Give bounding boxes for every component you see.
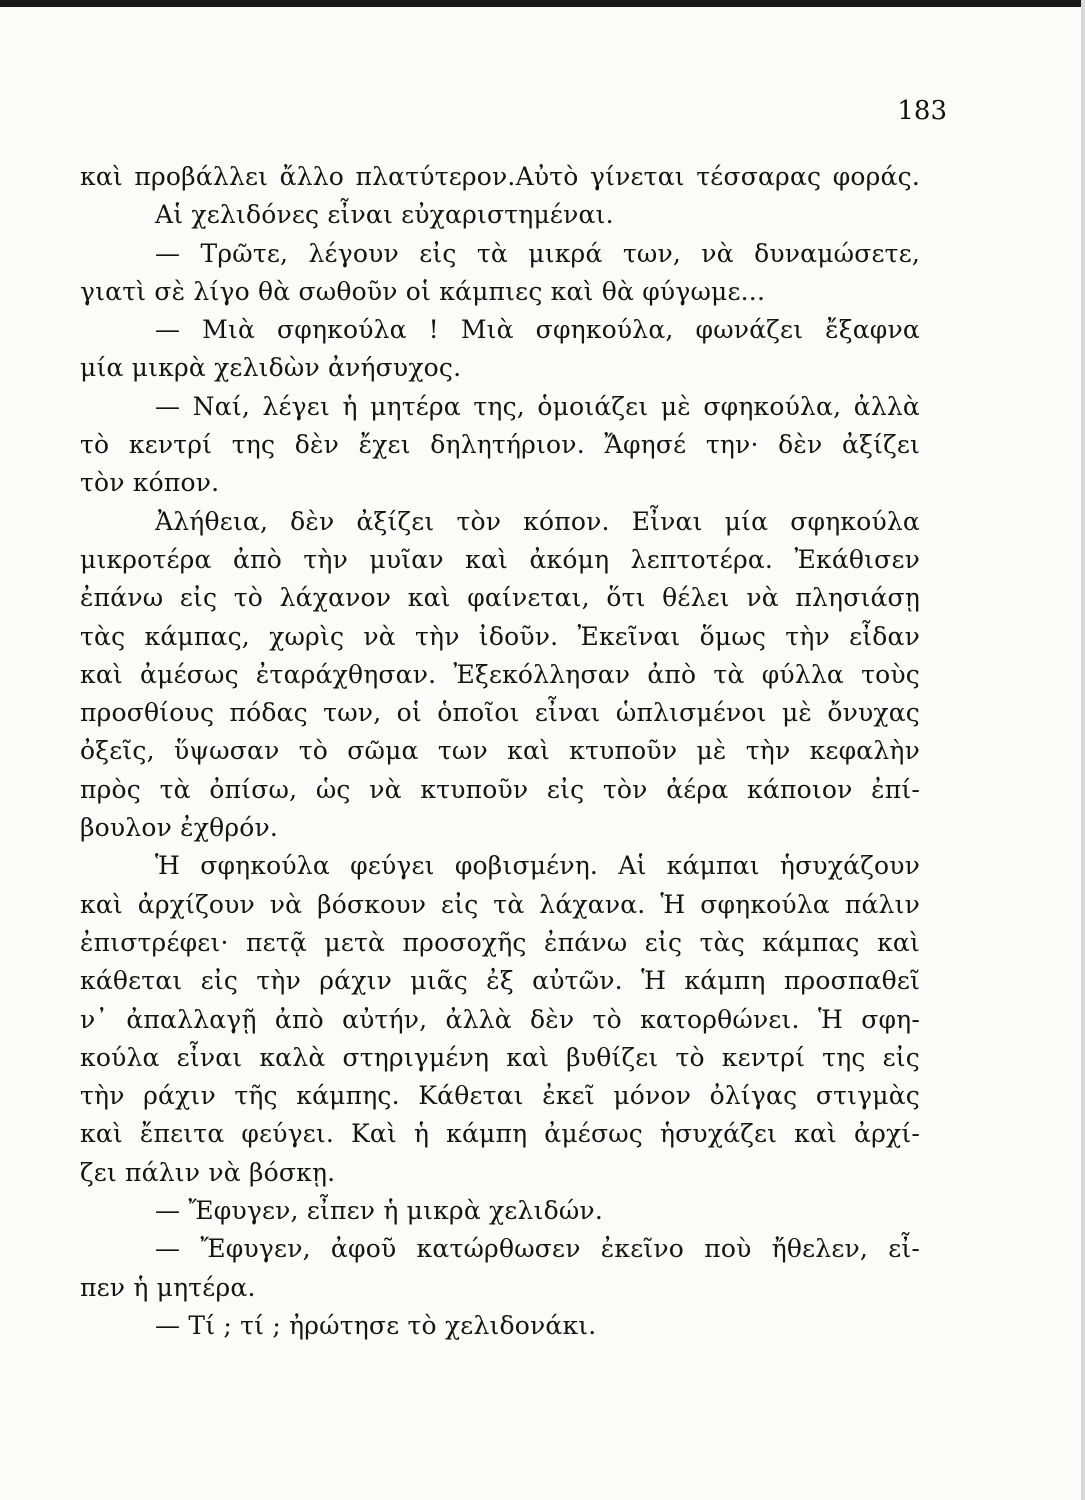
text-line: κούλα εἶναι καλὰ στηριγμένη καὶ βυθίζει τὸ κεντρί της εἰς bbox=[80, 1042, 920, 1072]
text-line: — Ἔφυγεν, εἶπεν ἡ μικρὰ χελιδών. bbox=[155, 1196, 603, 1226]
scan-top-edge bbox=[0, 0, 1085, 7]
text-line: ν᾿ ἀπαλλαγῇ ἀπὸ αὐτήν, ἀλλὰ δὲν τὸ κατορθώνει. Ἡ σφη- bbox=[80, 1004, 920, 1034]
text-line: τὸ κεντρί της δὲν ἔχει δηλητήριον. Ἄφησέ την· δὲν ἀξίζει bbox=[80, 430, 920, 460]
text-line: Ἀλήθεια, δὲν ἀξίζει τὸν κόπον. Εἶναι μία σφηκούλα bbox=[155, 506, 920, 536]
text-line: — Μιὰ σφηκούλα ! Μιὰ σφηκούλα, φωνάζει ἔξαφνα bbox=[155, 315, 920, 345]
text-line: πεν ἡ μητέρα. bbox=[80, 1272, 256, 1302]
text-line: ζει πάλιν νὰ βόσκῃ. bbox=[80, 1157, 336, 1187]
text-line: μία μικρὰ χελιδὼν ἀνήσυχος. bbox=[80, 353, 462, 383]
text-line: κάθεται εἰς τὴν ράχιν μιᾶς ἐξ αὐτῶν. Ἡ κάμπη προσπαθεῖ bbox=[80, 966, 920, 996]
text-line: Αἱ χελιδόνες εἶναι εὐχαριστημέναι. bbox=[155, 200, 614, 230]
body-text bbox=[80, 158, 920, 1345]
text-line: καὶ ἀρχίζουν νὰ βόσκουν εἰς τὰ λάχανα. Ἡ σφηκούλα πάλιν bbox=[80, 889, 920, 919]
page-number: 183 bbox=[897, 96, 947, 126]
text-line: πρὸς τὰ ὀπίσω, ὡς νὰ κτυποῦν εἰς τὸν ἀέρα κάποιον ἐπί- bbox=[80, 774, 920, 804]
text-line: γιατὶ σὲ λίγο θὰ σωθοῦν οἱ κάμπιες καὶ θὰ φύγωμε... bbox=[80, 276, 766, 306]
text-line: καὶ ἀμέσως ἐταράχθησαν. Ἐξεκόλλησαν ἀπὸ τὰ φύλλα τοὺς bbox=[80, 659, 920, 689]
text-line: ἐπάνω εἰς τὸ λάχανον καὶ φαίνεται, ὅτι θέλει νὰ πλησιάσῃ bbox=[80, 583, 920, 613]
text-line: τὰς κάμπας, χωρὶς νὰ τὴν ἰδοῦν. Ἐκεῖναι ὅμως τὴν εἶδαν bbox=[80, 621, 920, 651]
text-line: τὴν ράχιν τῆς κάμπης. Κάθεται ἐκεῖ μόνον ὀλίγας στιγμὰς bbox=[80, 1081, 920, 1111]
text-line: — Ναί, λέγει ἡ μητέρα της, ὁμοιάζει μὲ σφηκούλα, ἀλλὰ bbox=[155, 391, 920, 421]
text-line: — Ἔφυγεν, ἀφοῦ κατώρθωσεν ἐκεῖνο ποὺ ἤθελεν, εἶ- bbox=[155, 1234, 920, 1264]
text-line: ἐπιστρέφει· πετᾷ μετὰ προσοχῆς ἐπάνω εἰς τὰς κάμπας καὶ bbox=[80, 927, 920, 957]
text-line: καὶ ἔπειτα φεύγει. Καὶ ἡ κάμπη ἀμέσως ἡσυχάζει καὶ ἀρχί- bbox=[80, 1119, 920, 1149]
text-line: τὸν κόπον. bbox=[80, 468, 220, 498]
text-line: βουλον ἐχθρόν. bbox=[80, 813, 279, 843]
scan-right-edge bbox=[1081, 0, 1085, 1500]
text-line: προσθίους πόδας των, οἱ ὁποῖοι εἶναι ὡπλισμένοι μὲ ὄνυχας bbox=[80, 698, 920, 728]
text-line: Ἡ σφηκούλα φεύγει φοβισμένη. Αἱ κάμπαι ἡσυχάζουν bbox=[155, 851, 920, 881]
text-line: — Τρῶτε, λέγουν εἰς τὰ μικρά των, νὰ δυναμώσετε, bbox=[155, 238, 920, 268]
text-line: — Τί ; τί ; ἠρώτησε τὸ χελιδονάκι. bbox=[155, 1310, 597, 1340]
text-line: καὶ προβάλλει ἄλλο πλατύτερον.Αὐτὸ γίνεται τέσσαρας φοράς. bbox=[80, 162, 920, 191]
text-line: ὀξεῖς, ὕψωσαν τὸ σῶμα των καὶ κτυποῦν μὲ τὴν κεφαλὴν bbox=[80, 736, 920, 766]
text-line: μικροτέρα ἀπὸ τὴν μυῖαν καὶ ἀκόμη λεπτοτέρα. Ἐκάθισεν bbox=[80, 544, 920, 574]
